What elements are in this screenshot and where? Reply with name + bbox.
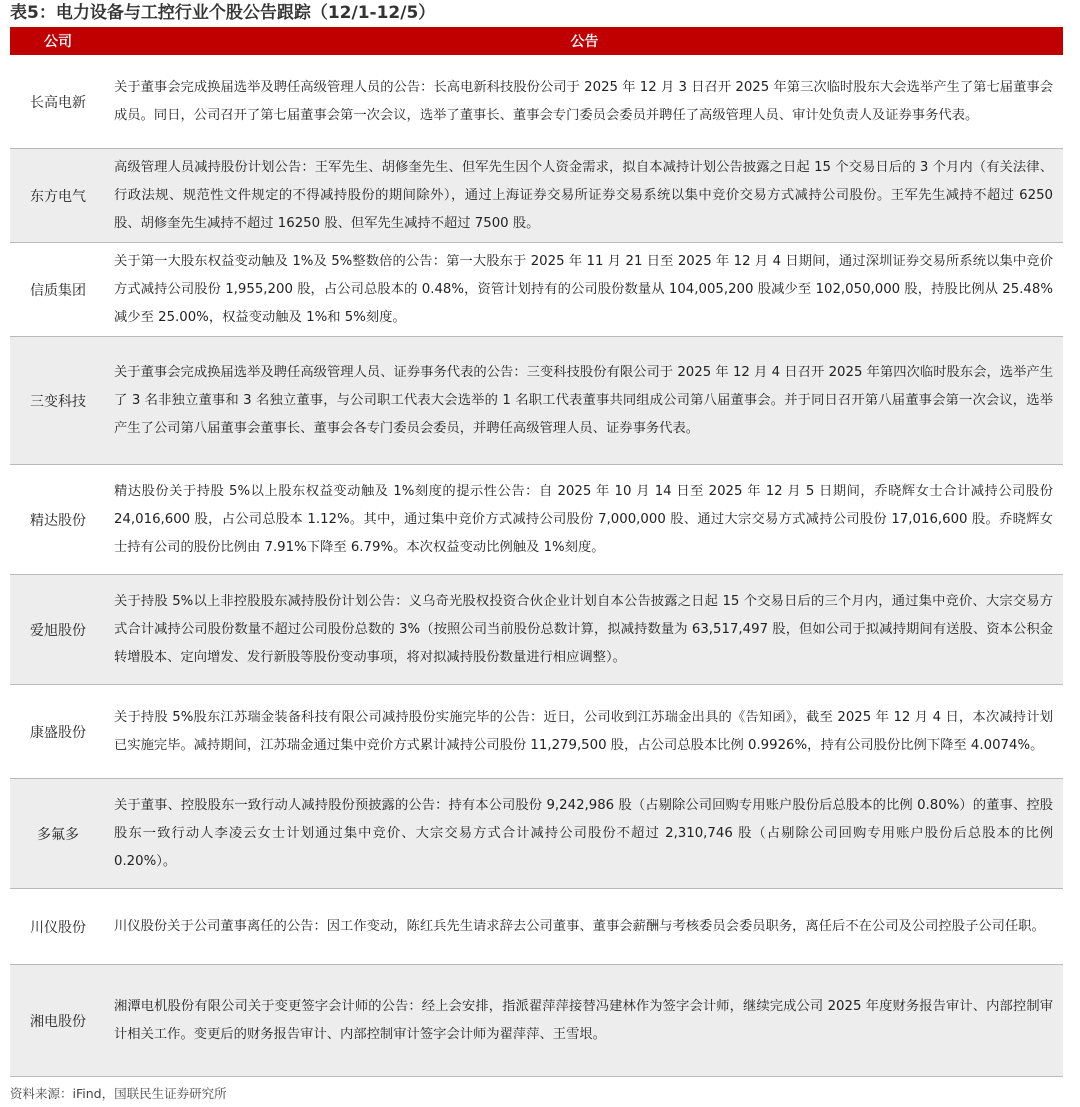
table-row	[10, 779, 1063, 889]
company-name: 三变科技	[30, 393, 86, 410]
table-row	[10, 149, 1063, 243]
announcement-text: 关于董事会完成换届选举及聘任高级管理人员的公告：长高电新科技股份公司于 2025 年 12 月 3 日召开 2025 年第三次临时股东大会选举产生了第七届董事会成员。同日，公司召开了第七届董事会第一次会议，选举了董事长、董事会专门委员会委员并聘任了高级管理人员、审计处负责人及证券事务代表。	[114, 79, 1053, 123]
announcement-text: 湘潭电机股份有限公司关于变更签字会计师的公告：经上会安排，指派翟萍萍接替冯建林作为签字会计师，继续完成公司 2025 年度财务报告审计、内部控制审计相关工作。变更后的财务报告审计、内部控制审计签字会计师为翟萍萍、王雪垠。	[114, 998, 1053, 1042]
company-name: 湘电股份	[30, 1013, 86, 1030]
header-announcement: 公告	[570, 34, 599, 50]
company-name: 长高电新	[30, 94, 86, 111]
table-row	[10, 965, 1063, 1077]
company-name: 多氟多	[37, 826, 79, 843]
company-name: 东方电气	[30, 188, 86, 205]
announcement-text: 川仪股份关于公司董事离任的公告：因工作变动，陈红兵先生请求辞去公司董事、董事会薪酬与考核委员会委员职务，离任后不在公司及公司控股子公司任职。	[114, 918, 1045, 934]
announcement-text: 精达股份关于持股 5%以上股东权益变动触及 1%刻度的提示性公告：自 2025 年 10 月 14 日至 2025 年 12 月 5 日期间，乔晓辉女士合计减持公司股份 24,016,600 股，占公司总股本 1.12%。其中，通过集中竞价方式减持公司股份 7,000,000 股、通过大宗交易方式减持公司股份 17,016,600 股。乔晓辉女士持有公司的股份比例由 7.91%下降至 6.79%。本次权益变动比例触及 1%刻度。	[114, 483, 1053, 555]
announcement-text: 关于董事、控股股东一致行动人减持股份预披露的公告：持有本公司股份 9,242,986 股（占剔除公司回购专用账户股份后总股本的比例 0.80%）的董事、控股股东一致行动人李凌云女士计划通过集中竞价、大宗交易方式合计减持公司股份不超过 2,310,746 股（占剔除公司回购专用账户股份后总股本的比例 0.20%）。	[114, 797, 1053, 869]
company-name: 康盛股份	[30, 724, 86, 741]
table-row	[10, 243, 1063, 337]
table-row	[10, 889, 1063, 965]
table-row	[10, 337, 1063, 465]
announcement-text: 高级管理人员减持股份计划公告：王军先生、胡修奎先生、但军先生因个人资金需求，拟自本减持计划公告披露之日起 15 个交易日后的 3 个月内（有关法律、行政法规、规范性文件规定的不得减持股份的期间除外），通过上海证券交易所证券交易系统以集中竞价交易方式减持公司股份。王军先生减持不超过 6250 股、胡修奎先生减持不超过 16250 股、但军先生减持不超过 7500 股。	[114, 159, 1053, 231]
announcement-table	[10, 27, 1063, 1077]
header-company: 公司	[44, 34, 72, 50]
source-note: 资料来源：iFind，国联民生证券研究所	[10, 1086, 227, 1101]
announcement-text: 关于董事会完成换届选举及聘任高级管理人员、证券事务代表的公告：三变科技股份有限公司于 2025 年 12 月 4 日召开 2025 年第四次临时股东会，选举产生了 3 名非独立董事和 3 名独立董事，与公司职工代表大会选举的 1 名职工代表董事共同组成公司第八届董事会。并于同日召开第八届董事会第一次会议，选举产生了公司第八届董事会董事长、董事会各专门委员会委员，并聘任高级管理人员、证券事务代表。	[114, 364, 1053, 436]
company-name: 信质集团	[30, 282, 86, 299]
company-name: 川仪股份	[30, 919, 86, 936]
table-title: 表5：电力设备与工控行业个股公告跟踪（12/1-12/5）	[10, 3, 436, 23]
company-name: 爱旭股份	[30, 622, 86, 639]
company-name: 精达股份	[30, 512, 86, 529]
announcement-text: 关于第一大股东权益变动触及 1%及 5%整数倍的公告：第一大股东于 2025 年 11 月 21 日至 2025 年 12 月 4 日期间，通过深圳证券交易所系统以集中竞价方式减持公司股份 1,955,200 股，占公司总股本的 0.48%，资管计划持有的公司股份数量从 104,005,200 股减少至 102,050,000 股，持股比例从 25.48%减少至 25.00%，权益变动触及 1%和 5%刻度。	[114, 253, 1053, 325]
table-row	[10, 55, 1063, 149]
announcement-text: 关于持股 5%股东江苏瑞金装备科技有限公司减持股份实施完毕的公告：近日，公司收到江苏瑞金出具的《告知函》，截至 2025 年 12 月 4 日，本次减持计划已实施完毕。减持期间，江苏瑞金通过集中竞价方式累计减持公司股份 11,279,500 股，占公司总股本比例 0.9926%，持有公司股份比例下降至 4.0074%。	[114, 709, 1053, 753]
table-header	[10, 27, 1063, 55]
announcement-text: 关于持股 5%以上非控股股东减持股份计划公告：义乌奇光股权投资合伙企业计划自本公告披露之日起 15 个交易日后的三个月内，通过集中竞价、大宗交易方式合计减持公司股份数量不超过公司股份总数的 3%（按照公司当前股份总数计算，拟减持数量为 63,517,497 股，但如公司于拟减持期间有送股、资本公积金转增股本、定向增发、发行新股等股份变动事项，将对拟减持股份数量进行相应调整）。	[114, 593, 1053, 665]
table-row	[10, 575, 1063, 685]
table-row	[10, 465, 1063, 575]
table-row	[10, 685, 1063, 779]
